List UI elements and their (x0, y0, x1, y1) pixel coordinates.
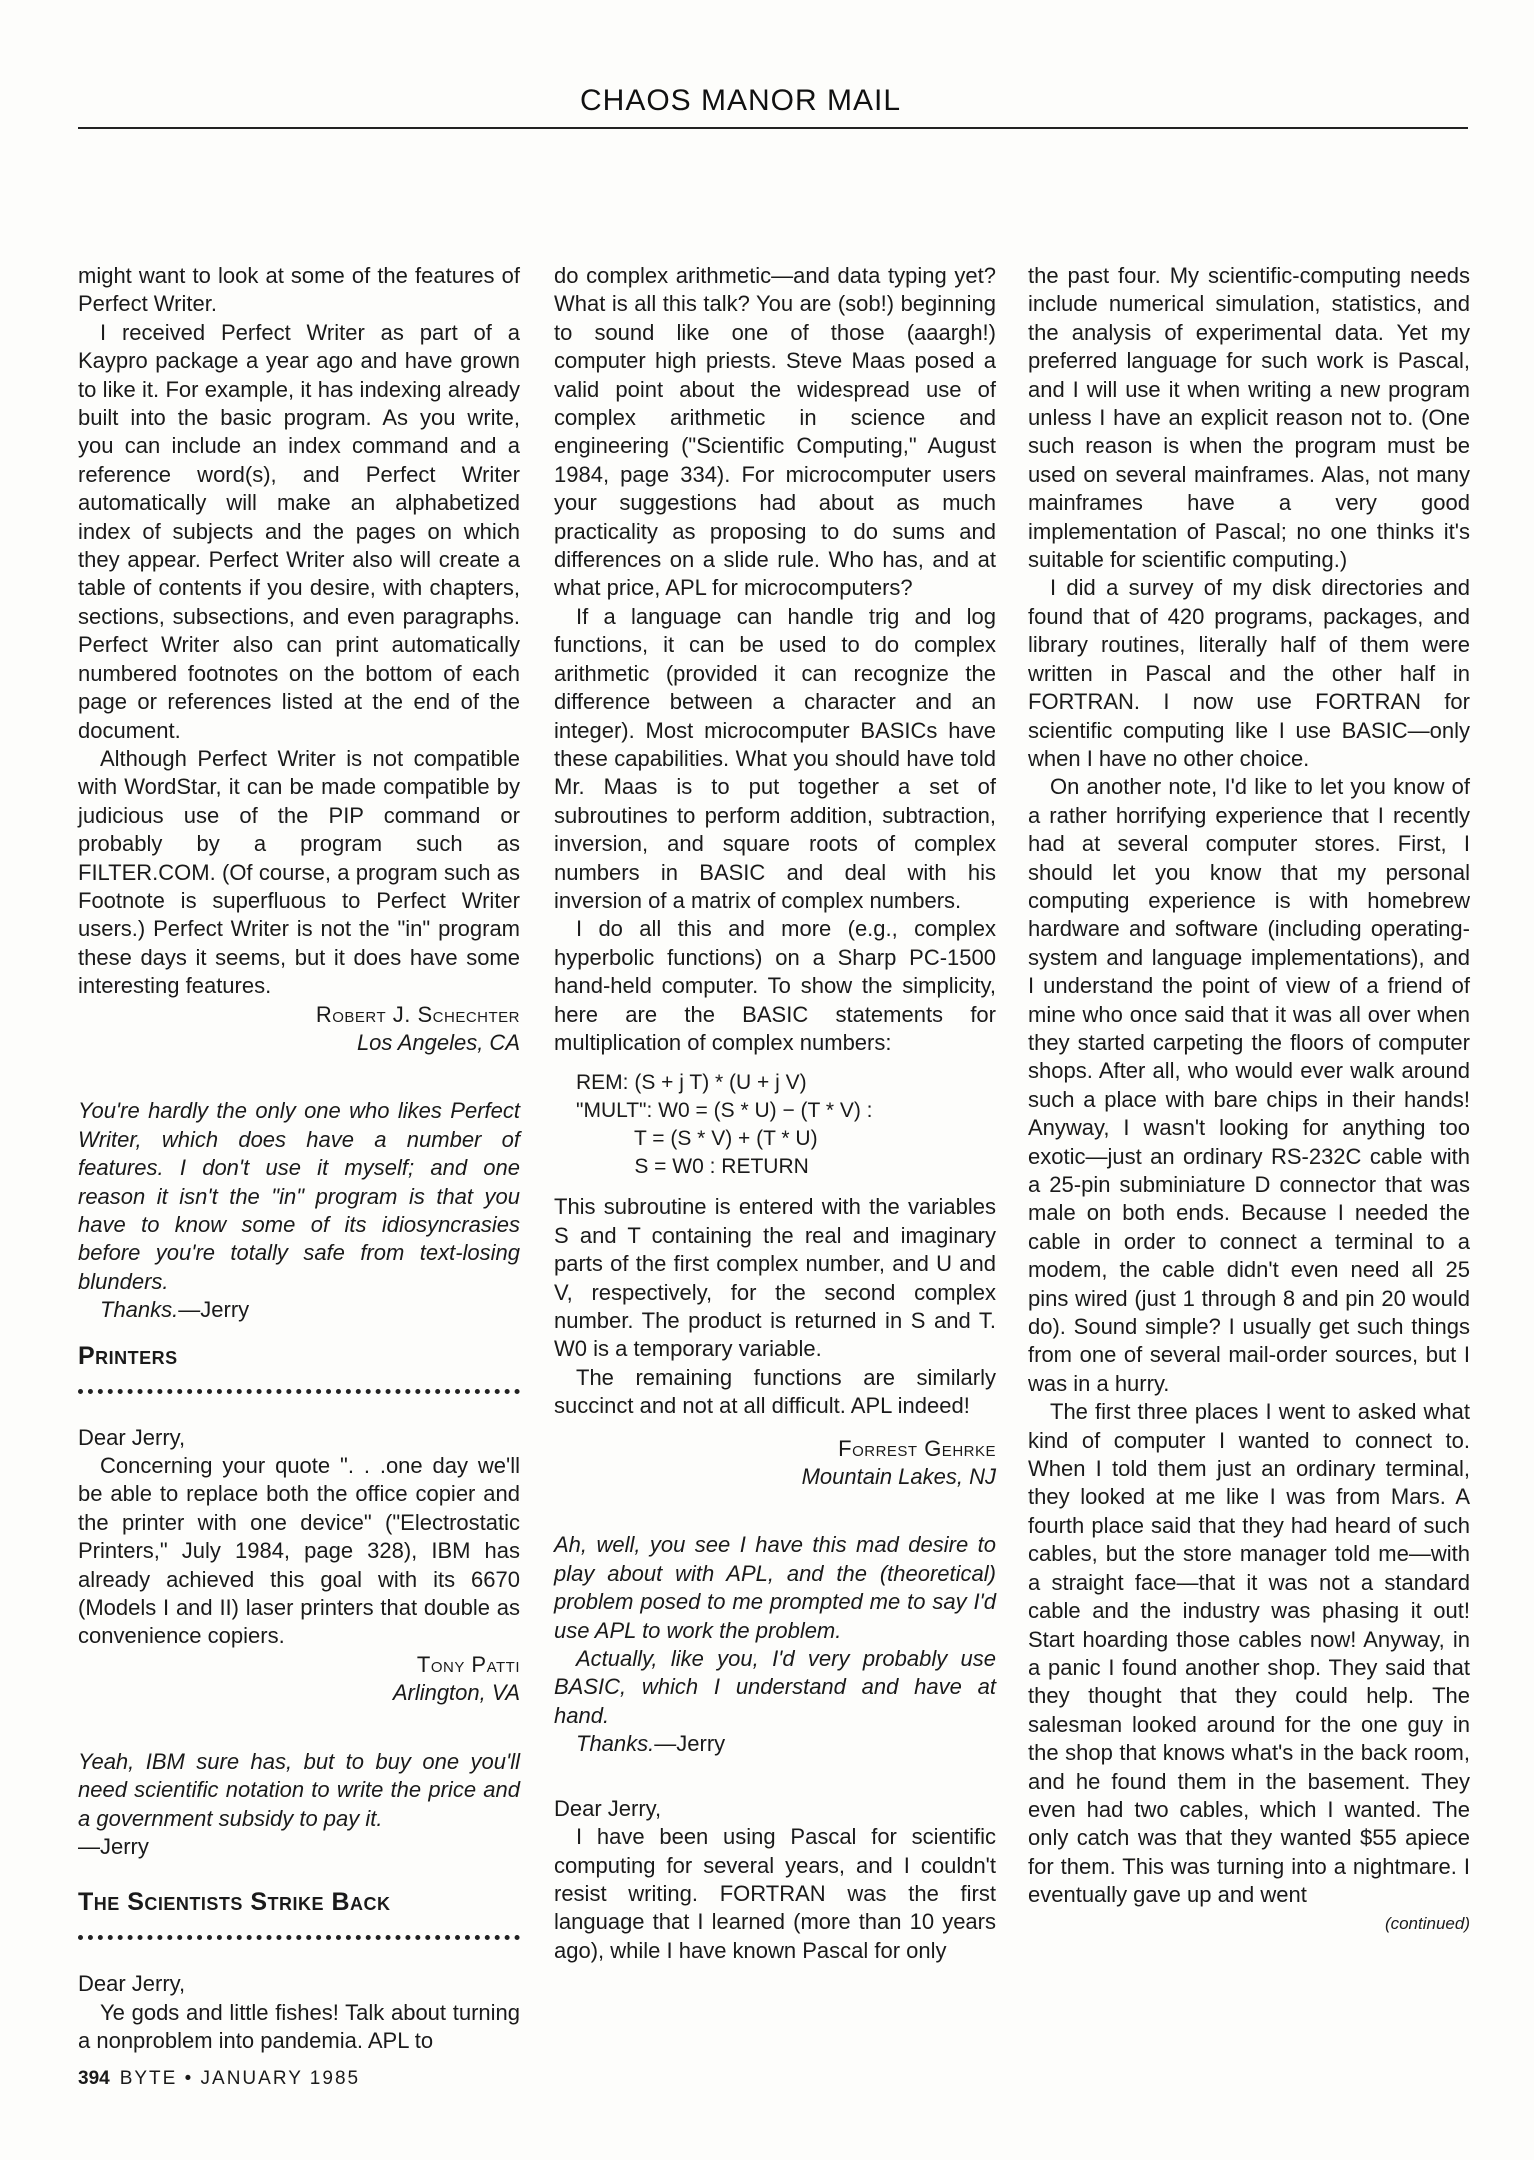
reply-text: Ah, well, you see I have this mad desire to play about with APL, and the (theoretical) problem posed to me prompted me to say I'd use APL to work the problem. (554, 1532, 996, 1643)
column-2 (554, 262, 996, 1965)
signature-name: Forrest Gehrke (838, 1435, 996, 1461)
reply-signoff (78, 1296, 520, 1324)
signature-place: Los Angeles, CA (356, 1029, 520, 1055)
salutation: Dear Jerry, (554, 1795, 662, 1821)
column-1 (78, 262, 520, 2056)
paragraph: The remaining functions are similarly succinct and not at all difficult. APL indeed! (554, 1364, 996, 1419)
salutation: Dear Jerry, (78, 1971, 186, 1997)
code-listing: REM: (S + j T) * (U + j V) "MULT": W0 = (S * U) − (T * V) : T = (S * V) + (T * U) S = W0 : RETURN (576, 1071, 873, 1179)
thanks-text: Thanks. (576, 1731, 655, 1757)
paragraph: I do all this and more (e.g., complex hyperbolic functions) on a Sharp PC-1500 hand-held computer. To show the simplicity, here are the BASIC statements for multiplication of complex numbers: (554, 916, 996, 1055)
reply-text: You're hardly the only one who likes Perfect Writer, which does have a number of features. I don't use it myself; and one reason it isn't the "in" program is that you have to know some of its idiosyncrasies before you're totally safe from text-losing blunders. (78, 1098, 520, 1294)
reply-signoff (554, 1730, 996, 1758)
signature-name: Robert J. Schechter (315, 1001, 520, 1027)
signature-place: Mountain Lakes, NJ (801, 1464, 996, 1490)
editor-reply (554, 1531, 996, 1758)
footer-text: BYTE • JANUARY 1985 (119, 2068, 361, 2089)
section-heading-printers: Printers (78, 1341, 178, 1370)
paragraph: This subroutine is entered with the variables S and T containing the real and imaginary parts of the first complex number, and U and V, respectively, for the second complex number. The product is returned in S and T. W0 is a temporary variable. (554, 1194, 996, 1362)
paragraph: might want to look at some of the features of Perfect Writer. (78, 263, 520, 317)
signature-place: Arlington, VA (392, 1680, 520, 1706)
dotted-rule (78, 1377, 520, 1394)
column-3 (1028, 262, 1470, 1938)
jerry-signature: —Jerry (178, 1297, 250, 1323)
editor-reply (78, 1097, 520, 1324)
signature-name: Tony Patti (416, 1651, 520, 1677)
continued-note: (continued) (1384, 1913, 1470, 1933)
header-rule (78, 127, 1468, 129)
paragraph: I did a survey of my disk directories and found that of 420 programs, packages, and library routines, literally half of them were written in Pascal and the other half in FORTRAN. I now use FORTRAN for scientific computing like I use BASIC—only when I have no other choice. (1028, 575, 1470, 771)
running-header: CHAOS MANOR MAIL (580, 84, 902, 117)
dotted-rule (78, 1923, 520, 1940)
reply-text: Yeah, IBM sure has, but to buy one you'll need scientific notation to write the price and a government subsidy to pay it. (78, 1748, 520, 1831)
page-number: 394 (78, 2068, 110, 2089)
paragraph: Ye gods and little fishes! Talk about turning a nonproblem into pandemia. APL to (78, 1999, 520, 2054)
page-footer (78, 2068, 360, 2090)
editor-reply (78, 1748, 520, 1862)
paragraph: If a language can handle trig and log functions, it can be used to do complex arithmetic (provided it can recognize the difference between a character and an integer). Most microcomputer BASICs have these capabilities. What you should have told Mr. Maas is to put together a set of subroutines to perform addition, subtraction, inversion, and square roots of complex numbers in BASIC and deal with his inversion of a matrix of complex numbers. (554, 603, 996, 913)
jerry-signature: —Jerry (78, 1833, 149, 1859)
paragraph: Concerning your quote ". . .one day we'll be able to replace both the office copier and the printer with one device" ("Electrostatic Printers," July 1984, page 328), IBM has already achieved this goal with its 6670 (Models I and II) laser printers that double as convenience copiers. (78, 1453, 520, 1649)
salutation: Dear Jerry, (78, 1424, 186, 1450)
section-heading-scientists: The Scientists Strike Back (78, 1888, 391, 1917)
paragraph: On another note, I'd like to let you know of a rather horrifying experience that I recently had at several computer stores. First, I should let you know that my personal computing experience is with homebrew hardware and software (including operating-system and language implementations), and I understand the point of view of a friend of mine who once said that it was all over when they started carpeting the floors of computer shops. After all, who would ever walk around such a place with bare chips in their hands! Anyway, I wasn't looking for anything too exotic—just an ordinary RS-232C cable with a 25-pin subminiature D connector that was male on both ends. Because I needed the cable in order to connect a terminal to a modem, the cable didn't even need all 25 pins wired (just 1 through 8 and pin 20 would do). Sound simple? I usually get such things from one of several mail-order sources, but I was in a hurry. (1028, 774, 1470, 1396)
paragraph: Although Perfect Writer is not compatible with WordStar, it can be made compatible by judicious use of the PIP command or probably by a program such as FILTER.COM. (Of course, a program such as Footnote is superfluous to Perfect Writer users.) Perfect Writer is not the "in" program these days it seems, but it does have some interesting features. (78, 745, 520, 999)
paragraph: I have been using Pascal for scientific computing for several years, and I couldn't resist writing. FORTRAN was the first language that I learned (more than 10 years ago), while I have known Pascal for only (554, 1824, 996, 1963)
thanks-text: Thanks. (100, 1297, 179, 1323)
reply-text: Actually, like you, I'd very probably use BASIC, which I understand and have at hand. (554, 1646, 996, 1728)
jerry-signature: —Jerry (654, 1731, 726, 1757)
paragraph: do complex arithmetic—and data typing yet? What is all this talk? You are (sob!) beginning to sound like one of those (aaargh!) computer high priests. Steve Maas posed a valid point about the widespread use of complex arithmetic in science and engineering ("Scientific Computing," August 1984, page 334). For microcomputer users your suggestions had about as much practicality as proposing to do sums and differences on a slide rule. Who has, and at what price, APL for microcomputers? (554, 263, 996, 601)
paragraph: I received Perfect Writer as part of a Kaypro package a year ago and have grown to like it. For example, it has indexing already built into the basic program. As you write, you can include an index command and a reference word(s), and Perfect Writer automatically will make an alphabetized index of subjects and the pages on which they appear. Perfect Writer also will create a table of contents if you desire, with chapters, sections, subsections, and even paragraphs. Perfect Writer also can print automatically numbered footnotes on the bottom of each page or references listed at the end of the document. (78, 319, 520, 743)
paragraph: The first three places I went to asked what kind of computer I wanted to connect to. When I told them just an ordinary terminal, they looked at me like I was from Mars. A fourth place said that they had heard of such cables, but the store manager told me—with a straight face—that it was not a standard cable and the industry was phasing it out! Start hoarding those cables now! Anyway, in a panic I found another shop. They said that they thought that they could help. The salesman looked around for the one guy in the shop that knows what's in the back room, and he found them in the basement. They even had two cables, which I wanted. The only catch was that they wanted $55 apiece for them. This was turning into a nightmare. I eventually gave up and went (1028, 1399, 1470, 1908)
paragraph: the past four. My scientific-computing needs include numerical simulation, statistics, and the analysis of experimental data. Yet my preferred language for such work is Pascal, and I will use it when writing a new program unless I have an explicit reason not to. (One such reason is when the program must be used on several mainframes. Alas, not many mainframes have a very good implementation of Pascal; no one thinks it's suitable for scientific computing.) (1028, 263, 1470, 573)
